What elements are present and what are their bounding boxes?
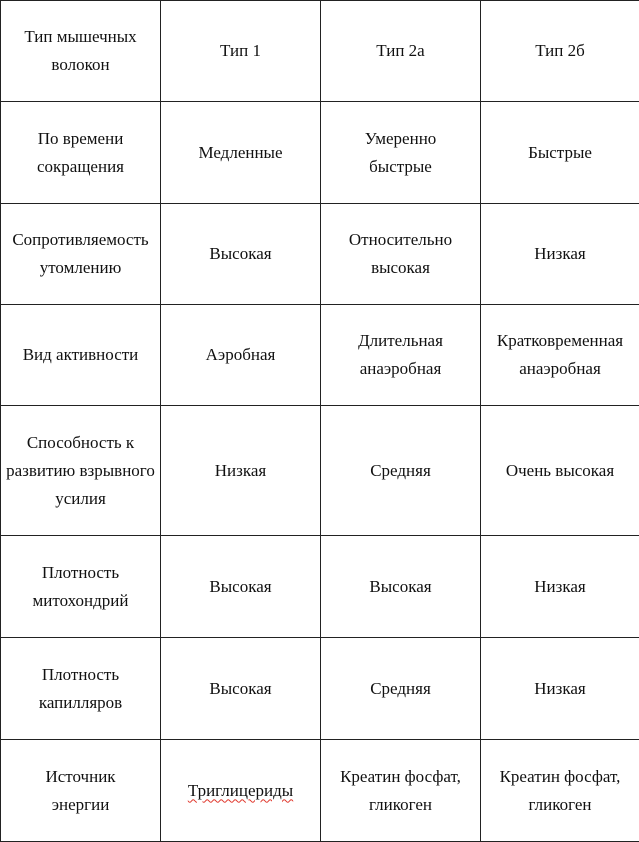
value-cell: Высокая [161,638,321,740]
header-cell-type-2a: Тип 2а [321,1,481,102]
value-cell: Средняя [321,638,481,740]
header-cell-type-2b: Тип 2б [481,1,639,102]
row-label-cell: Вид активности [1,305,161,406]
table-row [1,638,639,740]
header-row [1,1,639,102]
value-cell: Медленные [161,102,321,204]
spellcheck-underlined-text: Триглицериды [188,777,293,805]
value-cell: Низкая [481,536,639,638]
table-row [1,536,639,638]
table-row [1,740,639,842]
value-cell: Длительная анаэробная [321,305,481,406]
row-label-cell: Способность к развитию взрывного усилия [1,406,161,536]
value-cell: Высокая [161,204,321,305]
table-row [1,305,639,406]
value-cell: Умеренно быстрые [321,102,481,204]
row-label-cell: По времени сокращения [1,102,161,204]
table-row [1,204,639,305]
value-cell: Креатин фосфат, гликоген [321,740,481,842]
value-cell: Креатин фосфат, гликоген [481,740,639,842]
value-cell: Быстрые [481,102,639,204]
row-label-cell: Плотность митохондрий [1,536,161,638]
value-cell: Низкая [481,638,639,740]
value-cell: Высокая [161,536,321,638]
row-label-cell: Сопротивляемость утомлению [1,204,161,305]
value-cell: Кратковременная анаэробная [481,305,639,406]
value-cell: Очень высокая [481,406,639,536]
row-label-cell: Источник энергии [1,740,161,842]
value-cell [161,740,321,842]
table-row [1,102,639,204]
value-cell: Относительно высокая [321,204,481,305]
header-cell-type-1: Тип 1 [161,1,321,102]
row-label-cell: Плотность капилляров [1,638,161,740]
value-cell: Средняя [321,406,481,536]
value-cell: Аэробная [161,305,321,406]
header-cell-fiber-type: Тип мышечных волокон [1,1,161,102]
value-cell: Низкая [161,406,321,536]
value-cell: Высокая [321,536,481,638]
value-cell: Низкая [481,204,639,305]
table-row [1,406,639,536]
